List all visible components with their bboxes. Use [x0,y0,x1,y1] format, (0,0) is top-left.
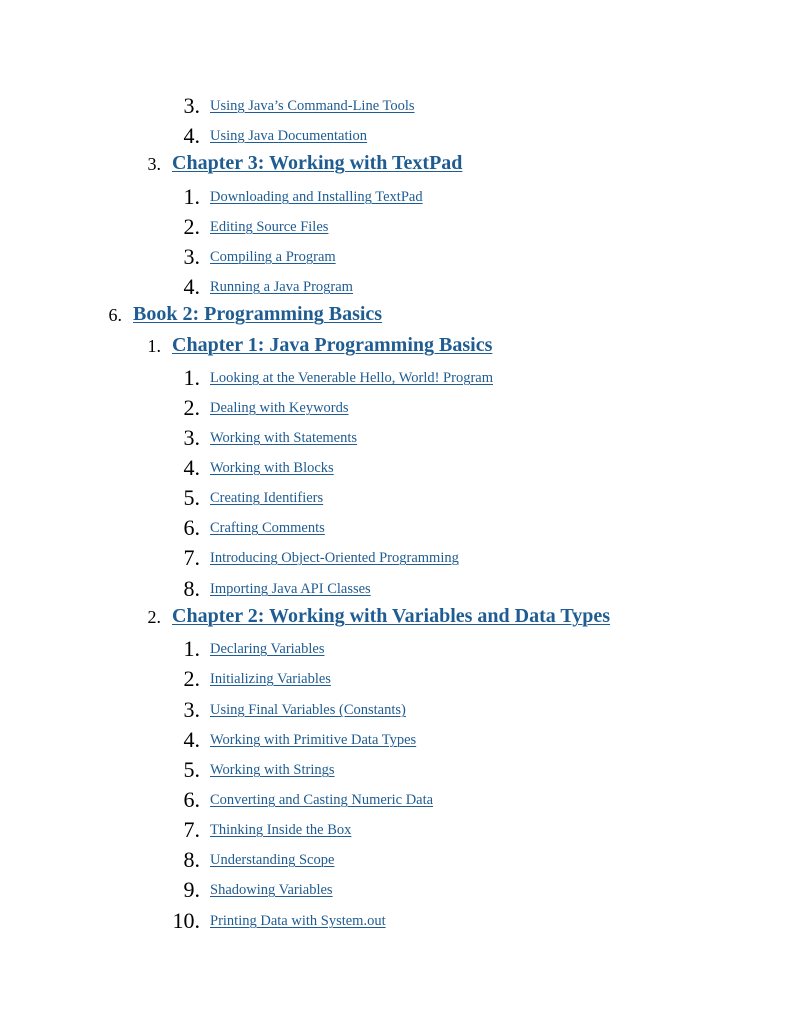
book-link[interactable]: Book 2: Programming Basics [133,303,383,325]
chapter-link[interactable]: Chapter 3: Working with TextPad [172,152,463,174]
section-number: 3. [183,697,200,722]
chapter-number: 1. [147,336,161,356]
section-link[interactable]: Editing Source Files [210,219,329,235]
section-number: 3. [183,425,200,450]
section-number: 3. [183,244,200,269]
section-number: 2. [183,666,200,691]
section-number: 10. [172,908,200,933]
section-link[interactable]: Downloading and Installing TextPad [210,189,423,205]
chapter-number: 3. [147,154,161,174]
book-number: 6. [108,305,122,325]
section-link[interactable]: Dealing with Keywords [210,400,349,416]
section-link[interactable]: Running a Java Program [210,279,353,295]
section-number: 6. [183,515,200,540]
section-link[interactable]: Creating Identifiers [210,490,324,506]
section-link[interactable]: Printing Data with System.out [210,913,386,929]
section-number: 4. [183,455,200,480]
section-link[interactable]: Compiling a Program [210,249,336,265]
section-link[interactable]: Importing Java API Classes [210,581,371,597]
section-number: 7. [183,545,200,570]
section-number: 1. [183,365,200,390]
section-link[interactable]: Shadowing Variables [210,882,333,898]
section-number: 2. [183,395,200,420]
section-number: 3. [183,93,200,118]
section-link[interactable]: Using Java Documentation [210,128,368,144]
section-number: 7. [183,817,200,842]
section-link[interactable]: Crafting Comments [210,520,325,536]
section-number: 4. [183,123,200,148]
section-number: 2. [183,214,200,239]
section-link[interactable]: Understanding Scope [210,852,335,868]
section-link[interactable]: Working with Statements [210,430,358,446]
section-link[interactable]: Using Java’s Command-Line Tools [210,98,415,114]
section-link[interactable]: Declaring Variables [210,641,325,657]
section-link[interactable]: Thinking Inside the Box [210,822,352,838]
section-link[interactable]: Initializing Variables [210,671,331,687]
section-link[interactable]: Using Final Variables (Constants) [210,702,406,718]
section-link[interactable]: Working with Blocks [210,460,334,476]
chapter-number: 2. [147,607,161,627]
section-number: 6. [183,787,200,812]
section-number: 9. [183,877,200,902]
section-link[interactable]: Working with Strings [210,762,335,778]
section-number: 1. [183,636,200,661]
chapter-link[interactable]: Chapter 2: Working with Variables and Data Types [172,605,611,627]
section-number: 8. [183,847,200,872]
section-number: 8. [183,576,200,601]
section-link[interactable]: Looking at the Venerable Hello, World! Program [210,370,493,386]
section-number: 4. [183,274,200,299]
section-number: 5. [183,485,200,510]
section-link[interactable]: Working with Primitive Data Types [210,732,417,748]
section-link[interactable]: Introducing Object-Oriented Programming [210,550,459,566]
section-number: 4. [183,727,200,752]
section-number: 5. [183,757,200,782]
chapter-link[interactable]: Chapter 1: Java Programming Basics [172,334,493,356]
section-link[interactable]: Converting and Casting Numeric Data [210,792,434,808]
section-number: 1. [183,184,200,209]
